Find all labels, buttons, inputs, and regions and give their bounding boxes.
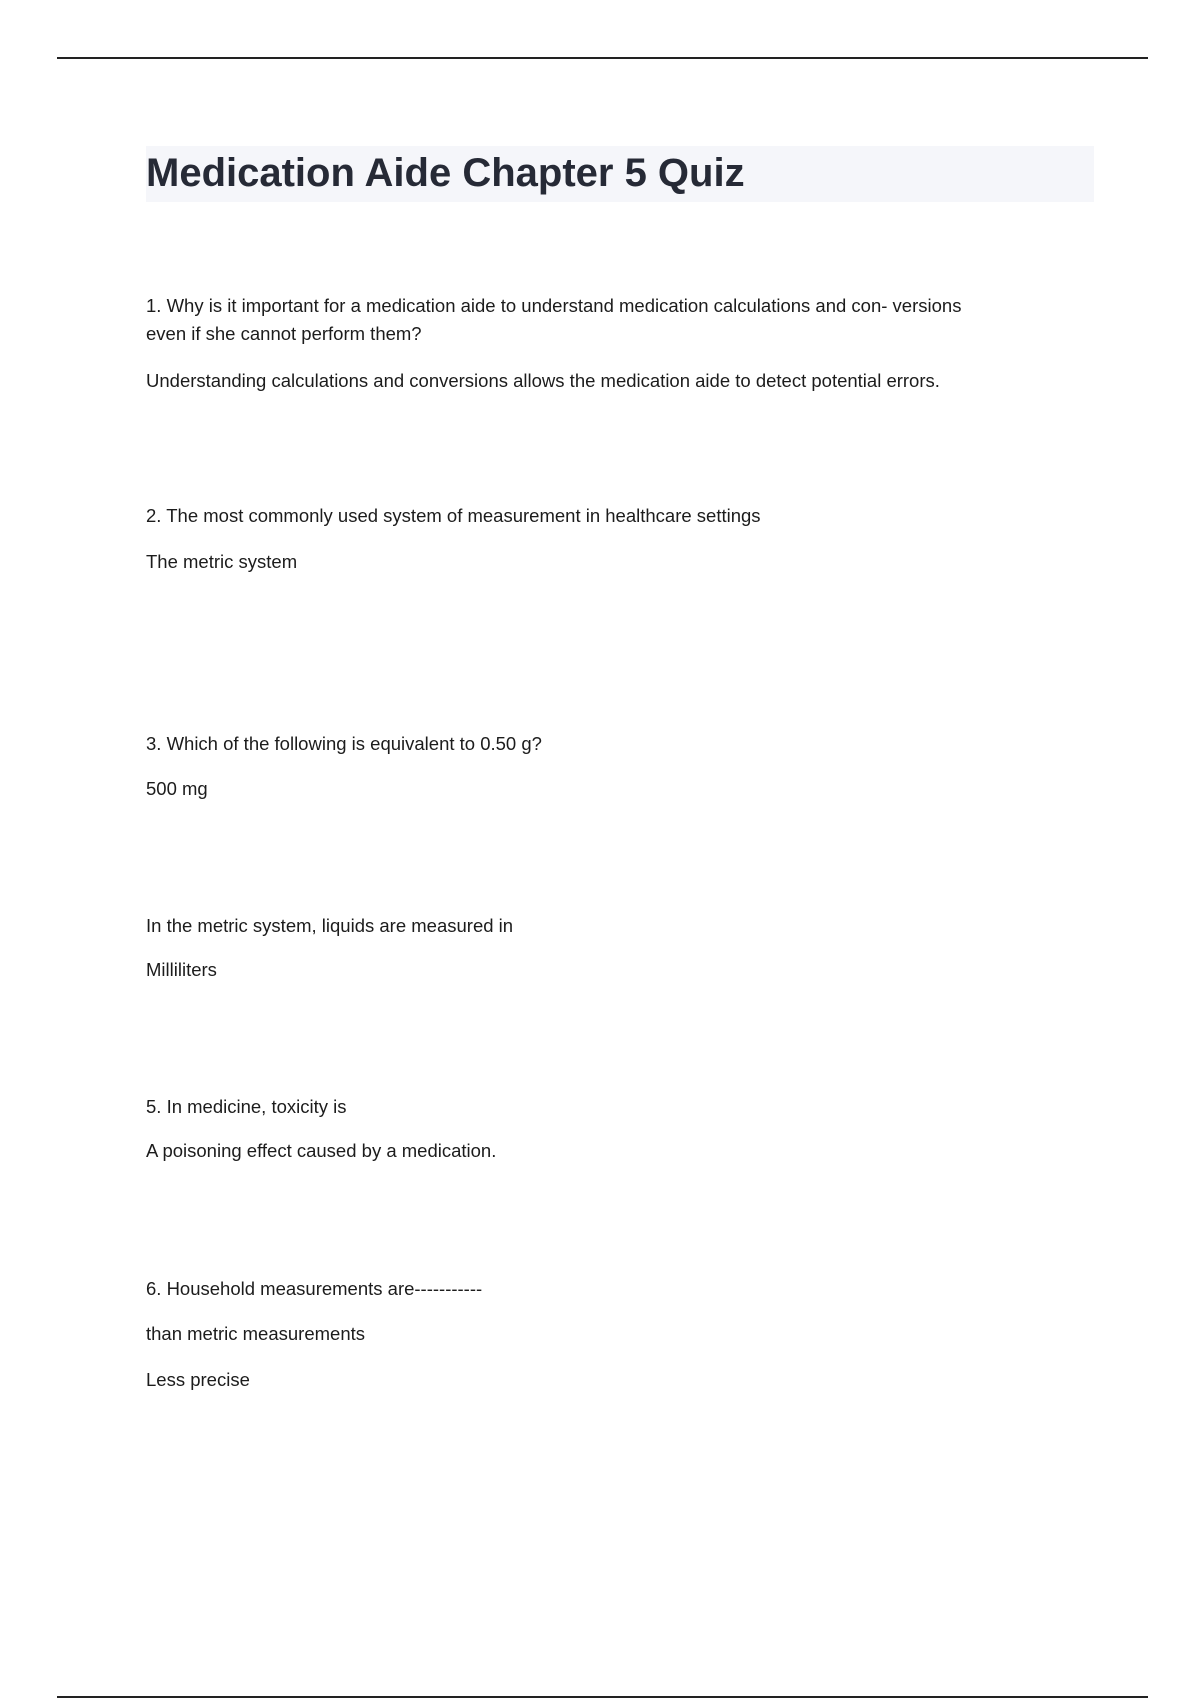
top-rule xyxy=(57,57,1148,59)
question-1-line-2: even if she cannot perform them? xyxy=(146,323,422,344)
answer-6: Less precise xyxy=(146,1369,250,1390)
answer-1: Understanding calculations and conversions allows the medication aide to detect potential errors. xyxy=(146,370,940,391)
answer-2: The metric system xyxy=(146,551,298,572)
page-title: Medication Aide Chapter 5 Quiz xyxy=(146,151,745,195)
question-3: 3. Which of the following is equivalent to 0.50 g? xyxy=(146,733,542,754)
question-6-line-1: 6. Household measurements are----------- xyxy=(146,1278,483,1299)
question-2: 2. The most commonly used system of measurement in healthcare settings xyxy=(146,505,761,526)
answer-5: A poisoning effect caused by a medication. xyxy=(146,1140,497,1161)
answer-3: 500 mg xyxy=(146,778,208,799)
question-6-line-2: than metric measurements xyxy=(146,1323,366,1344)
question-4: In the metric system, liquids are measured in xyxy=(146,915,514,936)
question-5: 5. In medicine, toxicity is xyxy=(146,1096,347,1117)
bottom-rule xyxy=(57,1696,1148,1698)
question-1-line-1: 1. Why is it important for a medication aide to understand medication calculations and con- versions xyxy=(146,295,962,316)
answer-4: Milliliters xyxy=(146,959,217,980)
